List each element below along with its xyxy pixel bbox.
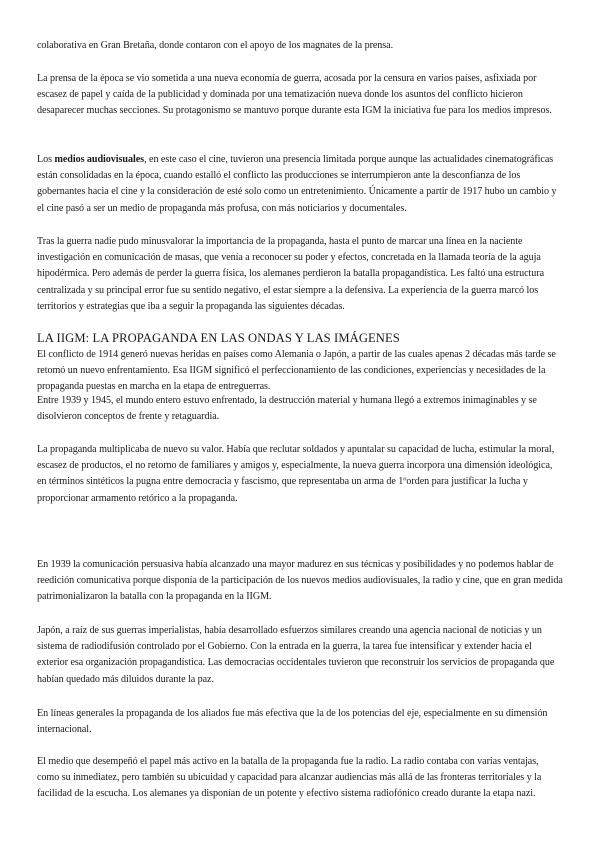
audiovisual-media-term: medios audiovisuales — [54, 154, 145, 165]
paragraph-persuasive-communication: En 1939 la comunicación persuasiva había alcanzado una mayor madurez en sus técnicas y posibilidades y no podemos hablar de reedición comunicativa porque disponía de la participación de los nuevos medios audiovisuales, la radio y cine, que en gran medida patrimonializaron la batalla con la propaganda en la IIGM. — [37, 559, 563, 603]
paragraph-audiovisual-lead: Los — [37, 154, 55, 165]
section-heading: LA IIGM: LA PROPAGANDA EN LAS ONDAS Y LAS IMÁGENES — [37, 331, 400, 345]
paragraph-postwar-propaganda: Tras la guerra nadie pudo minusvalorar la importancia de la propaganda, hasta el punto de marcar una línea en la naciente investigación en comunicación de masas, que venía a reconocer su poder y efectos, concretada en la llamada teoría de la aguja hipodérmica. Pero además de perder la guerra física, los alemanes perdieron la batalla propagandística. Les faltó una estructura centralizada y su principal error fue su sentido negativo, el estar siempre a la defensiva. La experiencia de la guerra marcó los territorios y estrategias que iba a seguir la propaganda las siguientes décadas. — [37, 236, 545, 312]
paragraph-1939-1945: Entre 1939 y 1945, el mundo entero estuvo enfrentado, la destrucción material y humana llegó a extremos inimaginables y se disolvieron conceptos de frente y retaguardia. — [37, 395, 537, 423]
paragraph-radio: El medio que desempeñó el papel más activo en la batalla de la propaganda fue la radio. La radio contaba con varias ventajas, como su inmediatez, pero también su ubicuidad y capacidad para alcanzar audiencias más allá de las fronteras territoriales y la facilidad de la escucha. Los alemanes ya disponían de un potente y efectivo sistema radiofónico creado durante la etapa nazi. — [37, 756, 542, 800]
paragraph-japan: Japón, a raíz de sus guerras imperialistas, había desarrollado esfuerzos similares creando una agencia nacional de noticias y un sistema de radiodifusión controlado por el Gobierno. Con la entrada en la guerra, la tarea fue intensificar y extender hacia el exterior esa organización propagandística. Las democracias occidentales tuvieron que reconstruir los servicios de propaganda que habían quedado más diluidos durante la paz. — [37, 625, 555, 685]
paragraph-continuation: colaborativa en Gran Bretaña, donde contaron con el apoyo de los magnates de la prensa. — [37, 40, 394, 51]
paragraph-allies: En líneas generales la propaganda de los aliados fue más efectiva que la de los potencias del eje, especialmente en su dimensión internacional. — [37, 708, 548, 736]
paragraph-audiovisual-media — [37, 152, 563, 217]
paragraph-press-economy: La prensa de la época se vio sometida a una nueva economía de guerra, acosada por la censura en varios países, asfixiada por escasez de papel y caída de la publicidad y dominada por una tematización nueva donde los asuntos del conflicto hicieron desaparecer muchas secciones. Su protagonismo se mantuvo porque durante esta IGM la iniciativa fue para los medios impresos. — [37, 73, 552, 117]
paragraph-propaganda-value: La propaganda multiplicaba de nuevo su valor. Había que reclutar soldados y apuntalar su capacidad de lucha, estimular la moral, escasez de productos, el no retorno de familiares y amigos y, especialmente, la nueva guerra incorpora una dimensión ideológica, en términos sintéticos la pugna entre democracia y fascismo, que representaba un arma de 1ºorden para justificar la lucha y proporcionar armamento retórico a la propaganda. — [37, 444, 555, 504]
paragraph-audiovisual-body: , en este caso el cine, tuvieron una presencia limitada porque aunque las actualidades cinematográficas están consolidadas en la época, cuando estalló el conflicto las producciones se interrumpieron ante la desconfianza de los gobernantes hacia el cine y la consideración de esté solo como un entretenimiento. Únicamente a partir de 1917 hubo un cambio y el cine pasó a ser un medio de propaganda más profusa, con más noticiarios y documentales. — [37, 154, 557, 214]
paragraph-1914-conflict: El conflicto de 1914 generó nuevas heridas en países como Alemania o Japón, a partir de las cuales apenas 2 décadas más tarde se retomó un nuevo enfrentamiento. Esa IIGM significó el perfeccionamiento de las condiciones, experiencias y necesidades de la propaganda puestas en marcha en la etapa de entreguerras. — [37, 349, 556, 393]
